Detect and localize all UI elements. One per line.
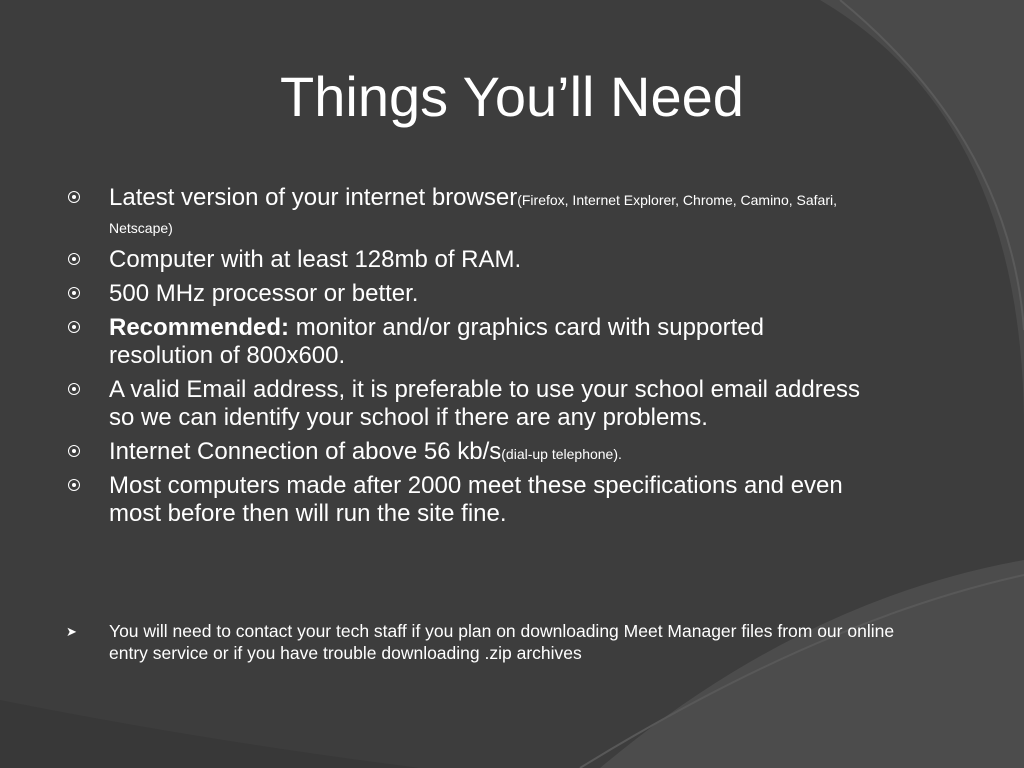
bullet-text: A valid Email address, it is preferable to use your school email address so we can identify your school if there are any problems. <box>109 376 861 431</box>
bullet-item-browser <box>62 184 862 240</box>
circle-dot-icon <box>68 191 80 203</box>
bullet-item-processor <box>62 280 862 308</box>
bullet-text: Computer with at least 128mb of RAM. <box>109 246 522 273</box>
footnote <box>62 620 929 664</box>
bullet-text: monitor and/or graphics card with supported resolution of 800x600. <box>109 314 764 369</box>
circle-dot-icon <box>68 383 80 395</box>
arrow-right-icon: ➤ <box>66 624 77 639</box>
bullet-subtext: (Firefox, Internet Explorer, Chrome, Camino, Safari, Netscape) <box>109 192 837 236</box>
bullet-text: 500 MHz processor or better. <box>109 280 419 307</box>
slide-title: Things You’ll Need <box>280 65 744 128</box>
bullet-text: Most computers made after 2000 meet these specifications and even most before then will run the site fine. <box>109 472 843 527</box>
bullet-item-ram <box>62 246 862 274</box>
bullet-text: Internet Connection of above 56 kb/s <box>109 438 502 465</box>
footnote-text: You will need to contact your tech staff if you plan on downloading Meet Manager files from our online entry service or if you have trouble downloading .zip archives <box>109 621 895 663</box>
bullet-item-computers <box>62 472 862 528</box>
circle-dot-icon <box>68 479 80 491</box>
bullet-item-connection <box>62 438 862 466</box>
circle-dot-icon <box>68 253 80 265</box>
bullet-list <box>62 184 862 534</box>
circle-dot-icon <box>68 287 80 299</box>
circle-dot-icon <box>68 445 80 457</box>
bullet-bold-label: Recommended: <box>109 314 290 341</box>
bullet-subtext: (dial-up telephone). <box>501 446 622 462</box>
bullet-item-recommended <box>62 314 862 370</box>
bullet-item-email <box>62 376 862 432</box>
bullet-text: Latest version of your internet browser <box>109 184 518 211</box>
circle-dot-icon <box>68 321 80 333</box>
